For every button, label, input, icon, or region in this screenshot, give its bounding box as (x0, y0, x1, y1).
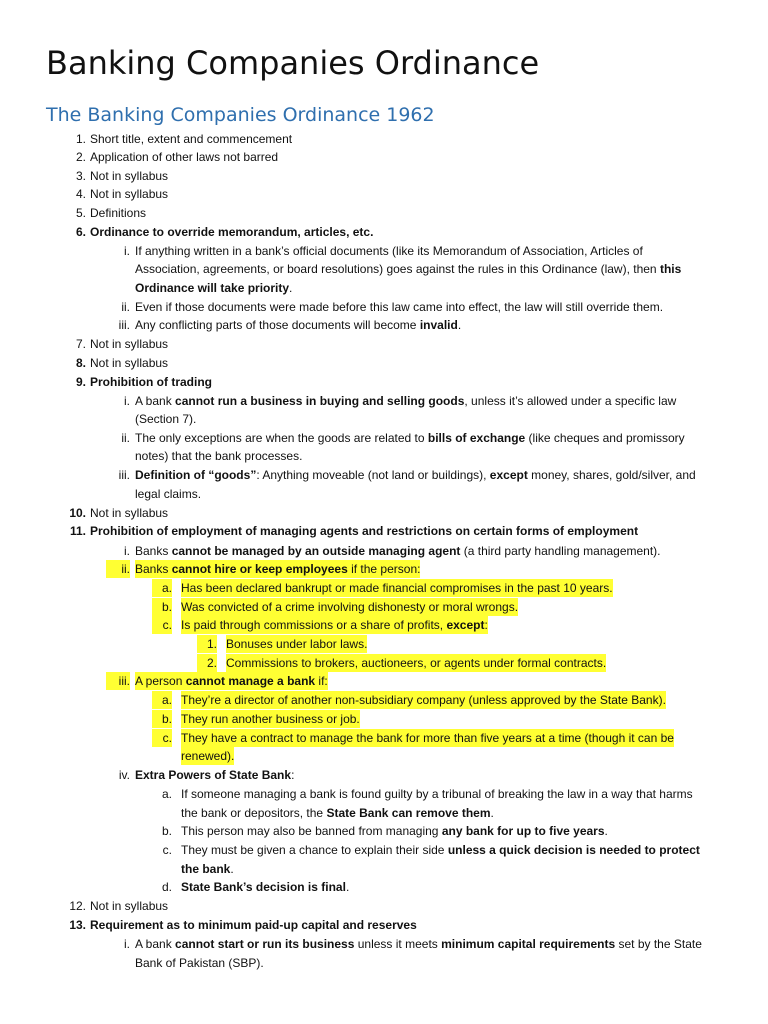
document-title: Banking Companies Ordinance (46, 44, 540, 82)
section-heading: The Banking Companies Ordinance 1962 (46, 104, 435, 126)
document-page: Banking Companies Ordinance The Banking Companies Ordinance 1962 1. Short title, extent and commencement 2. Application of other laws not barred 3. Not in syllabus 4. Not in syllabus 5. Definitions 6. Ordinance to override memorandum, articles, etc. i. If anything written in a bank’s official documents (like its Memorandum of Association, Articles of Association, agreements, or board resolutions) goes against the rules in this Ordinance (law), then this Ordinance will take priority. ii. Even if those documents were made before this law came into effect, the law will still override them. iii. Any conflicting parts of those documents will become invalid. 7. Not in syllabus 8. Not in syllabus 9. Prohibition of trading i. A bank cannot run a business in buying and selling goods, unless it’s allowed under a specific law (Section 7). ii. The only exceptions are when the goods are related to bills of exchange (like cheques and promissory notes) that the bank processes. iii. Definition of “goods”: Anything moveable (not land or buildings), except money, shares, gold/silver, and legal claims. 10. Not in syllabus 11. Prohibition of employment of managing agents and restrictions on certain forms of employment i. Banks cannot be managed by an outside managing agent (a third party handling management). ii. Banks cannot hire or keep employees if the person: a. Has been declared bankrupt or made financial compromises in the past 10 years. b. Was convicted of a crime involving dishonesty or moral wrongs. c. Is paid through commissions or a share of profits, except: 1. Bonuses under labor laws. 2. Commissions to brokers, auctioneers, or agents under formal contracts. iii. A person cannot manage a bank if: a. They’re a director of another non-subsidiary company (unless approved by the State Bank). b. They run another business or job. c. They have a contract to manage the bank for more than five years at a time (though it can be renewed). iv. Extra Powers of State Bank: a. If someone managing a bank is found guilty by a tribunal of breaking the law in a way that harms the bank or depositors, the State Bank can remove them. b. This person may also be banned from managing any bank for up to five years. c. They must be given a chance to explain their side unless a quick decision is needed to protect the bank. d. State Bank’s decision is final. 12. Not in syllabus 13. Requirement as to minimum paid-up capital and reserves i. A bank cannot start or run its business unless it meets minimum capital requirements set by the State Bank of Pakistan (SBP). (46, 44, 702, 970)
